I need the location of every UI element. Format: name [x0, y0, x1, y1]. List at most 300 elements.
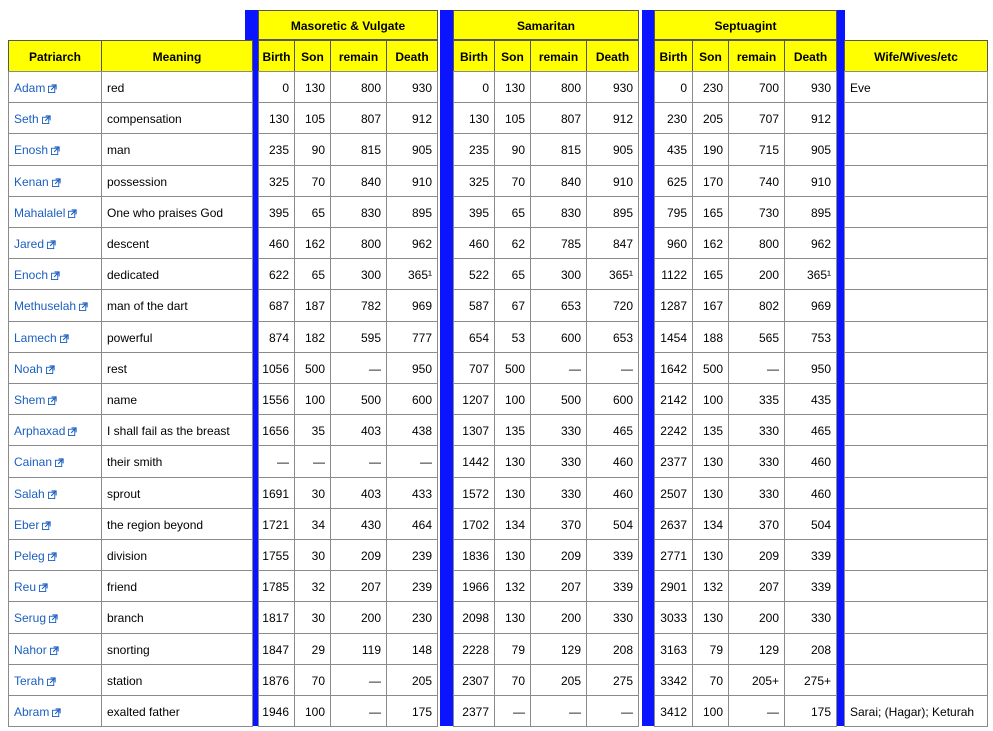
sam-remain-cell: 370 — [530, 508, 587, 540]
mv-death-cell: 930 — [386, 71, 438, 103]
external-link-icon — [60, 334, 69, 343]
sam-remain-cell: 800 — [530, 71, 587, 103]
sam-son-cell: 134 — [494, 508, 531, 540]
header-mv-son: Son — [294, 40, 331, 72]
sep-death-cell: 969 — [784, 289, 837, 321]
mv-death-cell: 969 — [386, 289, 438, 321]
group-header-septuagint: Septuagint — [654, 10, 837, 40]
mv-remain-cell: — — [330, 695, 387, 727]
mv-birth-cell: 1056 — [258, 352, 295, 384]
wife-cell: Eve — [844, 71, 988, 103]
patriarch-name: Cainan — [14, 455, 53, 470]
sam-death-cell: 910 — [586, 165, 639, 197]
meaning-cell: possession — [101, 165, 253, 197]
sam-birth-cell: 1702 — [453, 508, 495, 540]
meaning-cell: man of the dart — [101, 289, 253, 321]
patriarch-link[interactable] — [14, 362, 55, 376]
external-link-icon — [51, 146, 60, 155]
mv-remain-cell: 430 — [330, 508, 387, 540]
mv-remain-cell: 300 — [330, 258, 387, 290]
mv-remain-cell: 500 — [330, 383, 387, 415]
sam-son-cell: 67 — [494, 289, 531, 321]
sep-birth-cell: 3342 — [654, 664, 693, 696]
sam-remain-cell: 205 — [530, 664, 587, 696]
patriarch-link[interactable] — [14, 175, 61, 189]
sep-son-cell: 130 — [692, 539, 729, 571]
mv-birth-cell: 395 — [258, 196, 295, 228]
mv-son-cell: 34 — [294, 508, 331, 540]
sam-son-cell: 53 — [494, 321, 531, 353]
sam-birth-cell: 2307 — [453, 664, 495, 696]
external-link-icon — [52, 708, 61, 717]
sep-birth-cell: 0 — [654, 71, 693, 103]
mv-son-cell: 70 — [294, 165, 331, 197]
sep-remain-cell: 330 — [728, 414, 785, 446]
patriarch-cell — [8, 102, 102, 134]
patriarch-cell — [8, 133, 102, 165]
mv-death-cell: 905 — [386, 133, 438, 165]
wife-cell — [844, 570, 988, 602]
sam-son-cell: 70 — [494, 165, 531, 197]
sam-remain-cell: 653 — [530, 289, 587, 321]
wife-cell — [844, 352, 988, 384]
sam-birth-cell: 395 — [453, 196, 495, 228]
mv-birth-cell: 0 — [258, 71, 295, 103]
header-meaning: Meaning — [101, 40, 253, 72]
patriarch-name: Abram — [14, 705, 50, 719]
mv-son-cell: 70 — [294, 664, 331, 696]
sep-birth-cell: 435 — [654, 133, 693, 165]
sep-remain-cell: 330 — [728, 477, 785, 509]
sam-son-cell: — — [494, 695, 531, 727]
sam-birth-cell: 1966 — [453, 570, 495, 602]
meaning-cell: station — [101, 664, 253, 696]
sep-son-cell: 205 — [692, 102, 729, 134]
wife-cell — [844, 227, 988, 259]
patriarch-name: Noah — [14, 361, 43, 376]
sam-remain-cell: 785 — [530, 227, 587, 259]
blue-separator-bar — [440, 10, 453, 726]
sep-birth-cell: 1642 — [654, 352, 693, 384]
mv-son-cell: 30 — [294, 477, 331, 509]
sep-death-cell: 950 — [784, 352, 837, 384]
sam-remain-cell: 129 — [530, 633, 587, 665]
mv-son-cell: 29 — [294, 633, 331, 665]
mv-birth-cell: 874 — [258, 321, 295, 353]
patriarch-link[interactable] — [14, 674, 56, 688]
mv-son-cell: 100 — [294, 695, 331, 727]
sep-birth-cell: 1454 — [654, 321, 693, 353]
sam-birth-cell: 130 — [453, 102, 495, 134]
sam-remain-cell: 500 — [530, 383, 587, 415]
sam-death-cell: 720 — [586, 289, 639, 321]
mv-death-cell: 239 — [386, 539, 438, 571]
external-link-icon — [68, 427, 77, 436]
patriarch-name: Enosh — [14, 143, 49, 158]
mv-remain-cell: 782 — [330, 289, 387, 321]
wife-cell — [844, 414, 988, 446]
header-patriarch: Patriarch — [8, 40, 102, 72]
mv-death-cell: 230 — [386, 601, 438, 633]
mv-birth-cell: 1691 — [258, 477, 295, 509]
mv-son-cell: 500 — [294, 352, 331, 384]
mv-son-cell: 30 — [294, 601, 331, 633]
sep-son-cell: 162 — [692, 227, 729, 259]
patriarch-cell — [8, 539, 102, 571]
sep-death-cell: 895 — [784, 196, 837, 228]
group-header-samaritan: Samaritan — [453, 10, 639, 40]
meaning-cell: dedicated — [101, 258, 253, 290]
patriarch-cell — [8, 633, 102, 665]
patriarch-cell — [8, 664, 102, 696]
sep-remain-cell: 707 — [728, 102, 785, 134]
mv-remain-cell: 200 — [330, 601, 387, 633]
mv-son-cell: 32 — [294, 570, 331, 602]
mv-remain-cell: — — [330, 664, 387, 696]
header-sam-birth: Birth — [453, 40, 495, 72]
mv-remain-cell: 403 — [330, 414, 387, 446]
mv-death-cell: 962 — [386, 227, 438, 259]
sep-birth-cell: 230 — [654, 102, 693, 134]
sam-remain-cell: 207 — [530, 570, 587, 602]
sep-birth-cell: 2507 — [654, 477, 693, 509]
patriarch-link[interactable] — [14, 143, 60, 157]
mv-birth-cell: 325 — [258, 165, 295, 197]
sep-remain-cell: 715 — [728, 133, 785, 165]
patriarch-link[interactable] — [14, 393, 57, 407]
external-link-icon — [39, 583, 48, 592]
mv-death-cell: 950 — [386, 352, 438, 384]
sam-death-cell: 275 — [586, 664, 639, 696]
mv-son-cell: 187 — [294, 289, 331, 321]
patriarch-link[interactable] — [14, 580, 48, 594]
mv-birth-cell: 1876 — [258, 664, 295, 696]
mv-birth-cell: 235 — [258, 133, 295, 165]
sep-remain-cell: 200 — [728, 601, 785, 633]
wife-cell — [844, 664, 988, 696]
header-sep-son: Son — [692, 40, 729, 72]
patriarch-cell — [8, 289, 102, 321]
sam-son-cell: 132 — [494, 570, 531, 602]
sep-birth-cell: 2142 — [654, 383, 693, 415]
sep-remain-cell: — — [728, 352, 785, 384]
sam-birth-cell: 1836 — [453, 539, 495, 571]
mv-son-cell: 162 — [294, 227, 331, 259]
patriarch-name: Enoch — [14, 268, 49, 283]
mv-remain-cell: 800 — [330, 227, 387, 259]
patriarch-link[interactable] — [14, 112, 51, 126]
sam-remain-cell: 209 — [530, 539, 587, 571]
mv-remain-cell: — — [330, 352, 387, 384]
mv-remain-cell: 807 — [330, 102, 387, 134]
sam-son-cell: 500 — [494, 352, 531, 384]
sam-son-cell: 105 — [494, 102, 531, 134]
sam-son-cell: 100 — [494, 383, 531, 415]
sam-son-cell: 130 — [494, 445, 531, 477]
wife-cell — [844, 383, 988, 415]
sam-remain-cell: 330 — [530, 477, 587, 509]
patriarch-cell — [8, 165, 102, 197]
mv-death-cell: 777 — [386, 321, 438, 353]
sep-death-cell: 465 — [784, 414, 837, 446]
sam-death-cell: 339 — [586, 570, 639, 602]
sam-son-cell: 135 — [494, 414, 531, 446]
mv-remain-cell: — — [330, 445, 387, 477]
sep-remain-cell: 330 — [728, 445, 785, 477]
patriarch-cell — [8, 71, 102, 103]
sam-birth-cell: 2228 — [453, 633, 495, 665]
group-header-masoretic: Masoretic & Vulgate — [258, 10, 438, 40]
sam-son-cell: 62 — [494, 227, 531, 259]
meaning-cell: man — [101, 133, 253, 165]
sam-son-cell: 130 — [494, 539, 531, 571]
meaning-cell: snorting — [101, 633, 253, 665]
sep-death-cell: 460 — [784, 477, 837, 509]
patriarch-link[interactable] — [14, 518, 51, 532]
patriarch-name: Serug — [14, 611, 47, 626]
patriarch-cell — [8, 601, 102, 633]
patriarch-link[interactable] — [14, 611, 58, 625]
mv-birth-cell: 1847 — [258, 633, 295, 665]
sam-remain-cell: 300 — [530, 258, 587, 290]
sam-birth-cell: 654 — [453, 321, 495, 353]
sep-son-cell: 130 — [692, 445, 729, 477]
sam-birth-cell: 707 — [453, 352, 495, 384]
patriarch-link[interactable] — [14, 206, 77, 220]
mv-birth-cell: 1755 — [258, 539, 295, 571]
wife-cell — [844, 321, 988, 353]
patriarch-name: Salah — [14, 486, 45, 501]
mv-death-cell: 148 — [386, 633, 438, 665]
mv-son-cell: 90 — [294, 133, 331, 165]
sam-death-cell: 330 — [586, 601, 639, 633]
patriarch-link[interactable] — [14, 487, 57, 501]
header-wife: Wife/Wives/etc — [844, 40, 988, 72]
sep-remain-cell: 800 — [728, 227, 785, 259]
sam-remain-cell: 840 — [530, 165, 587, 197]
patriarch-name: Reu — [14, 580, 37, 595]
patriarch-cell — [8, 508, 102, 540]
sam-son-cell: 130 — [494, 601, 531, 633]
external-link-icon — [47, 240, 56, 249]
sep-remain-cell: 209 — [728, 539, 785, 571]
sam-birth-cell: 587 — [453, 289, 495, 321]
header-sep-death: Death — [784, 40, 837, 72]
sep-birth-cell: 1287 — [654, 289, 693, 321]
mv-son-cell: — — [294, 445, 331, 477]
sep-son-cell: 132 — [692, 570, 729, 602]
sep-remain-cell: 129 — [728, 633, 785, 665]
sam-remain-cell: 600 — [530, 321, 587, 353]
sep-son-cell: 190 — [692, 133, 729, 165]
sep-birth-cell: 1122 — [654, 258, 693, 290]
sam-birth-cell: 1572 — [453, 477, 495, 509]
sam-death-cell: 208 — [586, 633, 639, 665]
sam-son-cell: 90 — [494, 133, 531, 165]
sep-birth-cell: 625 — [654, 165, 693, 197]
mv-remain-cell: 800 — [330, 71, 387, 103]
mv-death-cell: 433 — [386, 477, 438, 509]
sep-son-cell: 79 — [692, 633, 729, 665]
sam-death-cell: — — [586, 352, 639, 384]
external-link-icon — [46, 365, 55, 374]
sep-remain-cell: 370 — [728, 508, 785, 540]
mv-son-cell: 105 — [294, 102, 331, 134]
patriarch-name: Eber — [14, 517, 40, 532]
patriarch-name: Peleg — [14, 549, 45, 563]
sep-son-cell: 167 — [692, 289, 729, 321]
sam-birth-cell: 2377 — [453, 695, 495, 727]
patriarch-cell — [8, 352, 102, 384]
mv-birth-cell: 1817 — [258, 601, 295, 633]
mv-birth-cell: 1656 — [258, 414, 295, 446]
mv-remain-cell: 595 — [330, 321, 387, 353]
mv-remain-cell: 207 — [330, 570, 387, 602]
wife-cell — [844, 633, 988, 665]
patriarch-link[interactable] — [14, 268, 60, 282]
sam-birth-cell: 0 — [453, 71, 495, 103]
patriarch-link[interactable] — [14, 299, 88, 313]
sep-birth-cell: 3412 — [654, 695, 693, 727]
mv-birth-cell: 687 — [258, 289, 295, 321]
external-link-icon — [79, 302, 88, 311]
mv-remain-cell: 209 — [330, 539, 387, 571]
header-sam-son: Son — [494, 40, 531, 72]
patriarch-link[interactable] — [14, 331, 69, 345]
sep-son-cell: 70 — [692, 664, 729, 696]
external-link-icon — [49, 614, 58, 623]
sep-remain-cell: — — [728, 695, 785, 727]
patriarch-cell — [8, 321, 102, 353]
sam-son-cell: 79 — [494, 633, 531, 665]
mv-remain-cell: 815 — [330, 133, 387, 165]
header-mv-remain: remain — [330, 40, 387, 72]
sam-remain-cell: 815 — [530, 133, 587, 165]
sep-birth-cell: 3033 — [654, 601, 693, 633]
mv-son-cell: 130 — [294, 71, 331, 103]
sam-death-cell: 905 — [586, 133, 639, 165]
sam-birth-cell: 2098 — [453, 601, 495, 633]
sam-death-cell: 653 — [586, 321, 639, 353]
patriarch-name: Terah — [14, 673, 45, 688]
sep-son-cell: 188 — [692, 321, 729, 353]
sep-death-cell: 962 — [784, 227, 837, 259]
mv-death-cell: 600 — [386, 383, 438, 415]
sep-death-cell: 504 — [784, 508, 837, 540]
mv-birth-cell: — — [258, 445, 295, 477]
sep-son-cell: 165 — [692, 258, 729, 290]
header-sep-remain: remain — [728, 40, 785, 72]
sep-son-cell: 100 — [692, 695, 729, 727]
header-sam-remain: remain — [530, 40, 587, 72]
sep-remain-cell: 205+ — [728, 664, 785, 696]
sam-death-cell: 460 — [586, 477, 639, 509]
mv-birth-cell: 130 — [258, 102, 295, 134]
sep-death-cell: 339 — [784, 570, 837, 602]
mv-birth-cell: 460 — [258, 227, 295, 259]
meaning-cell: the region beyond — [101, 508, 253, 540]
sam-death-cell: 465 — [586, 414, 639, 446]
patriarch-link[interactable] — [14, 643, 59, 657]
patriarch-link[interactable] — [14, 424, 77, 438]
sep-son-cell: 500 — [692, 352, 729, 384]
meaning-cell: I shall fail as the breast — [101, 414, 253, 446]
meaning-cell: rest — [101, 352, 253, 384]
patriarch-name: Lamech — [14, 330, 57, 345]
sep-remain-cell: 200 — [728, 258, 785, 290]
sep-death-cell: 912 — [784, 102, 837, 134]
sam-son-cell: 65 — [494, 196, 531, 228]
patriarch-link[interactable] — [14, 705, 61, 719]
meaning-cell: One who praises God — [101, 196, 253, 228]
sam-death-cell: — — [586, 695, 639, 727]
wife-cell — [844, 196, 988, 228]
sep-death-cell: 435 — [784, 383, 837, 415]
sep-son-cell: 165 — [692, 196, 729, 228]
meaning-cell: exalted father — [101, 695, 253, 727]
wife-cell — [844, 601, 988, 633]
sam-death-cell: 504 — [586, 508, 639, 540]
external-link-icon — [50, 646, 59, 655]
mv-remain-cell: 119 — [330, 633, 387, 665]
sam-son-cell: 70 — [494, 664, 531, 696]
sep-son-cell: 130 — [692, 601, 729, 633]
sep-son-cell: 230 — [692, 71, 729, 103]
patriarch-link[interactable] — [14, 237, 56, 251]
sam-death-cell: 912 — [586, 102, 639, 134]
sep-remain-cell: 335 — [728, 383, 785, 415]
mv-death-cell: 464 — [386, 508, 438, 540]
wife-cell — [844, 289, 988, 321]
sam-son-cell: 65 — [494, 258, 531, 290]
sam-death-cell: 847 — [586, 227, 639, 259]
meaning-cell: division — [101, 539, 253, 571]
mv-death-cell: 205 — [386, 664, 438, 696]
header-sep-birth: Birth — [654, 40, 693, 72]
sam-remain-cell: 330 — [530, 445, 587, 477]
meaning-cell: their smith — [101, 445, 253, 477]
patriarch-cell — [8, 477, 102, 509]
sam-remain-cell: — — [530, 352, 587, 384]
patriarch-link[interactable] — [14, 81, 57, 95]
mv-remain-cell: 840 — [330, 165, 387, 197]
patriarch-cell — [8, 196, 102, 228]
mv-death-cell: 438 — [386, 414, 438, 446]
sam-remain-cell: 200 — [530, 601, 587, 633]
patriarch-name: Kenan — [14, 174, 49, 189]
sam-death-cell: 365¹ — [586, 258, 639, 290]
mv-son-cell: 100 — [294, 383, 331, 415]
patriarch-link[interactable] — [14, 549, 57, 563]
sep-remain-cell: 802 — [728, 289, 785, 321]
mv-son-cell: 65 — [294, 196, 331, 228]
meaning-cell: name — [101, 383, 253, 415]
sep-death-cell: 460 — [784, 445, 837, 477]
external-link-icon — [48, 490, 57, 499]
patriarch-link[interactable] — [14, 455, 64, 469]
sam-birth-cell: 325 — [453, 165, 495, 197]
wife-cell — [844, 258, 988, 290]
external-link-icon — [48, 84, 57, 93]
sam-son-cell: 130 — [494, 71, 531, 103]
wife-cell — [844, 539, 988, 571]
mv-remain-cell: 830 — [330, 196, 387, 228]
header-mv-death: Death — [386, 40, 438, 72]
sam-birth-cell: 235 — [453, 133, 495, 165]
sep-birth-cell: 2901 — [654, 570, 693, 602]
sam-death-cell: 930 — [586, 71, 639, 103]
wife-cell — [844, 133, 988, 165]
